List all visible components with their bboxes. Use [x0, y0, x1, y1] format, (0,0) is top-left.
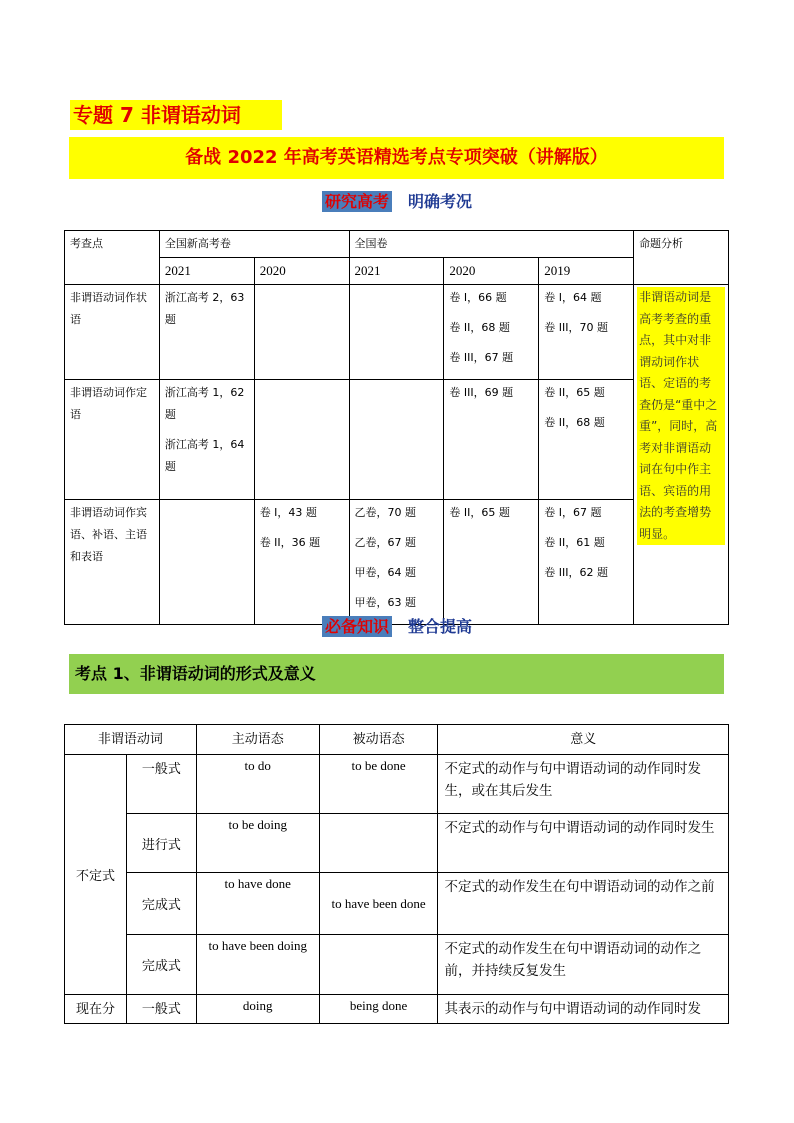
- meaning-cell: 不定式的动作发生在句中谓语动词的动作之前: [438, 873, 729, 935]
- topic-cell: 非谓语动词作定语: [65, 380, 160, 500]
- year-header: 2021: [349, 258, 444, 285]
- form-cell: 一般式: [126, 995, 196, 1024]
- active-cell: to have done: [196, 873, 319, 935]
- active-cell: to be doing: [196, 814, 319, 873]
- data-cell: [254, 285, 349, 380]
- data-cell: 乙卷，70 题 乙卷，67 题 甲卷，64 题 甲卷，63 题: [349, 500, 444, 625]
- nonfinite-forms-table: [64, 724, 729, 1024]
- data-cell: 卷 I，67 题 卷 II，61 题 卷 III，62 题: [539, 500, 634, 625]
- group-participle: 现在分: [65, 995, 127, 1024]
- analysis-cell: [634, 285, 729, 625]
- data-cell: 卷 I，43 题 卷 II，36 题: [254, 500, 349, 625]
- data-cell: [349, 285, 444, 380]
- year-header: 2021: [159, 258, 254, 285]
- passive-cell: [319, 935, 438, 995]
- data-cell: 浙江高考 1，62 题 浙江高考 1，64 题: [159, 380, 254, 500]
- header-cell: 意义: [438, 725, 729, 755]
- form-cell: 一般式: [126, 755, 196, 814]
- section-heading-highlight: 必备知识: [322, 616, 392, 637]
- form-cell: 进行式: [126, 814, 196, 873]
- active-cell: to have been doing: [196, 935, 319, 995]
- year-header: 2019: [539, 258, 634, 285]
- header-new-gaokao: 全国新高考卷: [159, 231, 349, 258]
- topic-cell: 非谓语动词作宾语、补语、主语和表语: [65, 500, 160, 625]
- section-heading-text: 整合提高: [408, 617, 473, 636]
- analysis-text: 非谓语动词是高考考查的重点，其中对非谓动词作状语、定语的考查仍是“重中之重”，同时，高考对非谓语动词在句中作主语、宾语的用法的考查增势明显。: [637, 287, 725, 545]
- header-cell: 被动语态: [319, 725, 438, 755]
- section-heading-highlight: 研究高考: [322, 191, 392, 212]
- year-header: 2020: [444, 258, 539, 285]
- banner-title: 备战 2022 年高考英语精选考点专项突破（讲解版）: [69, 137, 724, 179]
- data-cell: 卷 II，65 题: [444, 500, 539, 625]
- header-kaochadian: 考查点: [65, 231, 160, 285]
- data-cell: 卷 I，66 题 卷 II，68 题 卷 III，67 题: [444, 285, 539, 380]
- meaning-cell: 不定式的动作发生在句中谓语动词的动作之前，并持续反复发生: [438, 935, 729, 995]
- exam-survey-table: [64, 230, 729, 625]
- passive-cell: [319, 814, 438, 873]
- meaning-cell: 不定式的动作与句中谓语动词的动作同时发生，或在其后发生: [438, 755, 729, 814]
- passive-cell: to be done: [319, 755, 438, 814]
- data-cell: 卷 I，64 题 卷 III，70 题: [539, 285, 634, 380]
- kaodian-heading: 考点 1、非谓语动词的形式及意义: [69, 654, 724, 694]
- data-cell: 卷 II，65 题 卷 II，68 题: [539, 380, 634, 500]
- passive-cell: being done: [319, 995, 438, 1024]
- form-cell: 完成式: [126, 873, 196, 935]
- form-cell: 完成式: [126, 935, 196, 995]
- group-infinitive: 不定式: [65, 755, 127, 995]
- data-cell: 卷 III，69 题: [444, 380, 539, 500]
- topic-cell: 非谓语动词作状语: [65, 285, 160, 380]
- data-cell: 浙江高考 2，63 题: [159, 285, 254, 380]
- header-cell: 非谓语动词: [65, 725, 197, 755]
- active-cell: doing: [196, 995, 319, 1024]
- year-header: 2020: [254, 258, 349, 285]
- meaning-cell: 其表示的动作与句中谓语动词的动作同时发: [438, 995, 729, 1024]
- header-cell: 主动语态: [196, 725, 319, 755]
- data-cell: [349, 380, 444, 500]
- meaning-cell: 不定式的动作与句中谓语动词的动作同时发生: [438, 814, 729, 873]
- section-heading-text: 明确考况: [408, 192, 473, 211]
- header-analysis: 命题分析: [634, 231, 729, 285]
- header-national: 全国卷: [349, 231, 634, 258]
- active-cell: to do: [196, 755, 319, 814]
- section-heading-research: [0, 189, 794, 212]
- data-cell: [159, 500, 254, 625]
- topic-title: 专题 7 非谓语动词: [70, 100, 282, 130]
- section-heading-knowledge: [0, 614, 794, 637]
- passive-cell: to have been done: [319, 873, 438, 935]
- data-cell: [254, 380, 349, 500]
